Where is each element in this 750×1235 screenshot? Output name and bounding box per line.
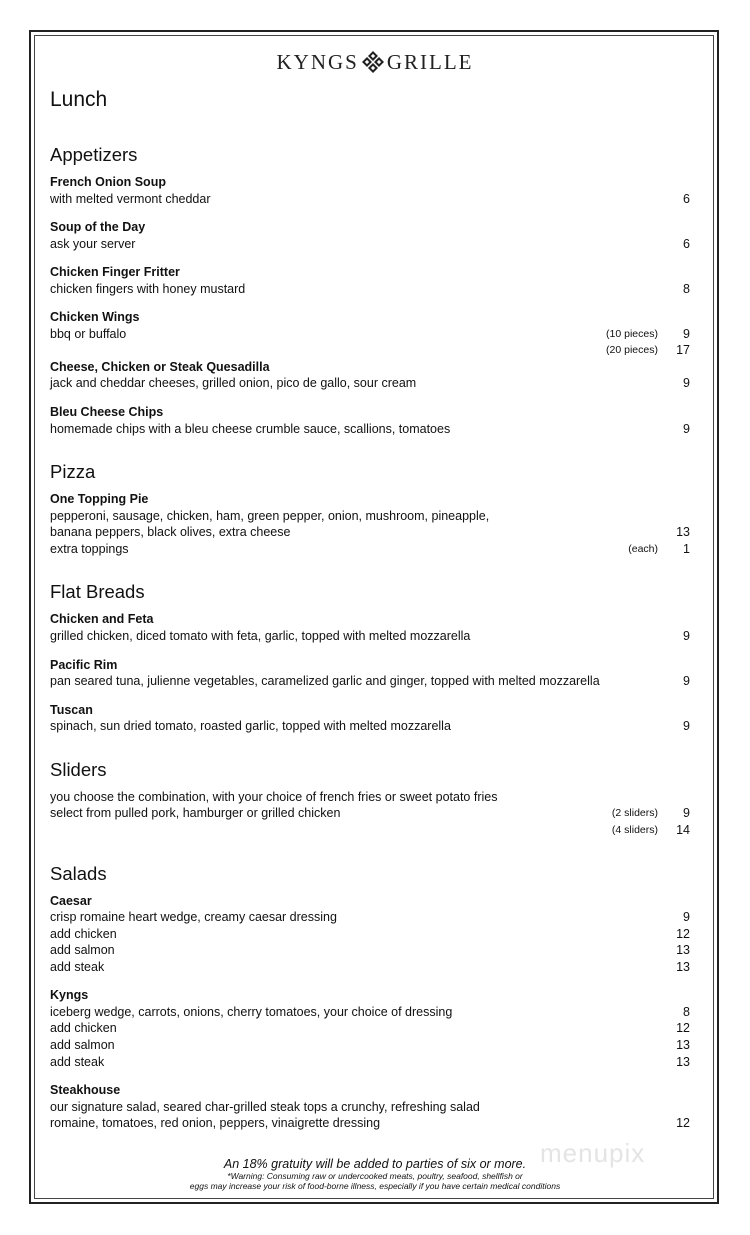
- item-line: [50, 822, 690, 839]
- menu-section-sliders: [50, 759, 690, 839]
- item-line: [50, 959, 690, 976]
- menu-item: [50, 657, 690, 690]
- item-name: Steakhouse: [50, 1083, 121, 1098]
- item-name: Chicken and Feta: [50, 612, 154, 627]
- item-line: [50, 281, 690, 298]
- item-description: chicken fingers with honey mustard: [50, 281, 246, 296]
- item-name: One Topping Pie: [50, 492, 149, 507]
- item-price: 12: [676, 926, 690, 941]
- menu-item: [50, 702, 690, 735]
- item-line: [50, 909, 690, 926]
- item-line: [50, 421, 690, 438]
- item-description: you choose the combination, with your choice of french fries or sweet potato fries: [50, 789, 498, 804]
- item-line: [50, 191, 690, 208]
- item-line: [50, 1004, 690, 1021]
- item-line: [50, 1099, 690, 1116]
- item-name: Caesar: [50, 893, 92, 908]
- menu-section-salads: [50, 863, 690, 1132]
- item-description: jack and cheddar cheeses, grilled onion, pico de gallo, sour cream: [50, 376, 417, 391]
- item-price: 6: [683, 191, 690, 206]
- item-price: 12: [676, 1021, 690, 1036]
- item-description: add chicken: [50, 1021, 117, 1036]
- item-price: 1: [683, 541, 690, 556]
- item-price: 9: [683, 910, 690, 924]
- item-description: crisp romaine heart wedge, creamy caesar dressing: [50, 910, 337, 924]
- item-description: grilled chicken, diced tomato with feta, garlic, topped with melted mozzarella: [50, 628, 471, 643]
- item-line: [50, 1037, 690, 1054]
- item-line: [50, 718, 690, 735]
- warning-line-2: eggs may increase your risk of food-borne illness, especially if you have certain medical conditions: [189, 1181, 561, 1191]
- menu-item: [50, 611, 690, 644]
- item-line: [50, 1020, 690, 1037]
- footer: [0, 1157, 750, 1191]
- item-line: [50, 1115, 690, 1132]
- item-description: extra toppings: [50, 541, 129, 556]
- item-line: [50, 805, 690, 822]
- menu-section-appetizers: [50, 144, 690, 437]
- item-price: 13: [676, 525, 690, 540]
- item-name: Chicken Wings: [50, 310, 140, 325]
- logo-text-left: KYNGS: [276, 50, 359, 74]
- item-description: banana peppers, black olives, extra cheese: [50, 525, 291, 540]
- item-line: [50, 524, 690, 541]
- restaurant-logo: [0, 50, 750, 75]
- item-price: 9: [683, 326, 690, 341]
- menu-section-pizza: [50, 461, 690, 557]
- warning-line-1: *Warning: Consuming raw or undercooked meats, poultry, seafood, shellfish or: [227, 1171, 523, 1181]
- item-line: [50, 789, 690, 806]
- item-line: [50, 236, 690, 253]
- item-line: [50, 1054, 690, 1071]
- item-line: [50, 673, 690, 690]
- section-title: Pizza: [50, 461, 96, 483]
- item-description: pepperoni, sausage, chicken, ham, green pepper, onion, mushroom, pineapple,: [50, 508, 490, 523]
- item-price: 9: [683, 421, 690, 436]
- item-description: our signature salad, seared char-grilled steak tops a crunchy, refreshing salad: [50, 1099, 480, 1114]
- section-title: Appetizers: [50, 144, 138, 165]
- item-name: French Onion Soup: [50, 175, 166, 189]
- item-price: 9: [683, 719, 690, 734]
- item-price: [670, 789, 690, 806]
- item-description: iceberg wedge, carrots, onions, cherry tomatoes, your choice of dressing: [50, 1004, 453, 1019]
- item-description: romaine, tomatoes, red onion, peppers, vinaigrette dressing: [50, 1116, 381, 1131]
- item-description: add salmon: [50, 943, 115, 958]
- portion-note: (20 pieces): [606, 344, 658, 357]
- item-line: [50, 326, 690, 343]
- diamond-ornament-icon: [362, 51, 384, 73]
- watermark: menupix: [540, 1138, 646, 1168]
- menu-item: [50, 309, 690, 359]
- section-title: Sliders: [50, 758, 107, 780]
- item-description: add chicken: [50, 926, 117, 941]
- item-name: Soup of the Day: [50, 220, 146, 235]
- item-description: add steak: [50, 1054, 105, 1069]
- item-price: 6: [683, 236, 690, 251]
- item-description: pan seared tuna, julienne vegetables, caramelized garlic and ginger, topped with melted mozzarella: [50, 674, 600, 689]
- section-title: Salads: [50, 862, 107, 884]
- item-price: 9: [683, 376, 690, 391]
- item-line: [50, 508, 690, 525]
- item-description: add steak: [50, 959, 105, 974]
- item-price: 13: [676, 1038, 690, 1053]
- portion-note: (2 sliders): [611, 807, 658, 820]
- item-name: Bleu Cheese Chips: [50, 405, 164, 420]
- item-line: [50, 926, 690, 943]
- section-title: Flat Breads: [50, 581, 145, 603]
- item-description: select from pulled pork, hamburger or grilled chicken: [50, 806, 341, 821]
- logo-text-right: GRILLE: [386, 50, 474, 74]
- item-price: 8: [683, 281, 690, 296]
- item-line: [50, 375, 690, 392]
- menu-item: [50, 219, 690, 252]
- portion-note: (10 pieces): [606, 327, 658, 340]
- portion-note: (each): [628, 542, 658, 555]
- page-title: Lunch: [50, 88, 108, 111]
- item-price: 12: [676, 1116, 690, 1131]
- menu-item: [50, 491, 690, 557]
- item-line: [50, 342, 690, 359]
- item-description: ask your server: [50, 236, 136, 251]
- menu-item: [50, 987, 690, 1070]
- item-price: 13: [676, 1054, 690, 1069]
- item-name: Pacific Rim: [50, 657, 118, 672]
- item-price: 13: [676, 959, 690, 974]
- item-line: [50, 942, 690, 959]
- item-description: [50, 822, 612, 839]
- item-description: bbq or buffalo: [50, 326, 127, 341]
- item-line: [50, 541, 690, 558]
- item-price: 13: [676, 943, 690, 958]
- item-price: 14: [676, 822, 690, 837]
- item-price: 9: [683, 674, 690, 689]
- item-price: 8: [683, 1004, 690, 1019]
- item-name: Tuscan: [50, 702, 93, 717]
- item-price: [670, 508, 690, 525]
- item-description: spinach, sun dried tomato, roasted garlic, topped with melted mozzarella: [50, 719, 451, 734]
- menu-section-flat-breads: [50, 581, 690, 734]
- item-description: [50, 342, 606, 359]
- menu-item: [50, 893, 690, 976]
- item-price: 17: [676, 343, 690, 358]
- item-description: add salmon: [50, 1038, 115, 1053]
- menu-item: [50, 404, 690, 437]
- menu-item: [50, 359, 690, 392]
- item-price: [670, 1099, 690, 1116]
- menu-item: [50, 174, 690, 207]
- menu-item: [50, 264, 690, 297]
- item-name: Kyngs: [50, 988, 89, 1003]
- item-price: 9: [683, 628, 690, 643]
- item-description: with melted vermont cheddar: [50, 191, 211, 206]
- menu-content: [50, 88, 690, 1156]
- item-name: Chicken Finger Fritter: [50, 265, 180, 280]
- item-description: homemade chips with a bleu cheese crumble sauce, scallions, tomatoes: [50, 421, 451, 436]
- gratuity-notice: An 18% gratuity will be added to parties of six or more.: [223, 1157, 527, 1171]
- menu-item: [50, 1082, 690, 1132]
- menu-item: [50, 789, 690, 839]
- portion-note: (4 sliders): [611, 823, 658, 836]
- item-line: [50, 628, 690, 645]
- item-price: 9: [683, 806, 690, 821]
- item-name: Cheese, Chicken or Steak Quesadilla: [50, 359, 270, 374]
